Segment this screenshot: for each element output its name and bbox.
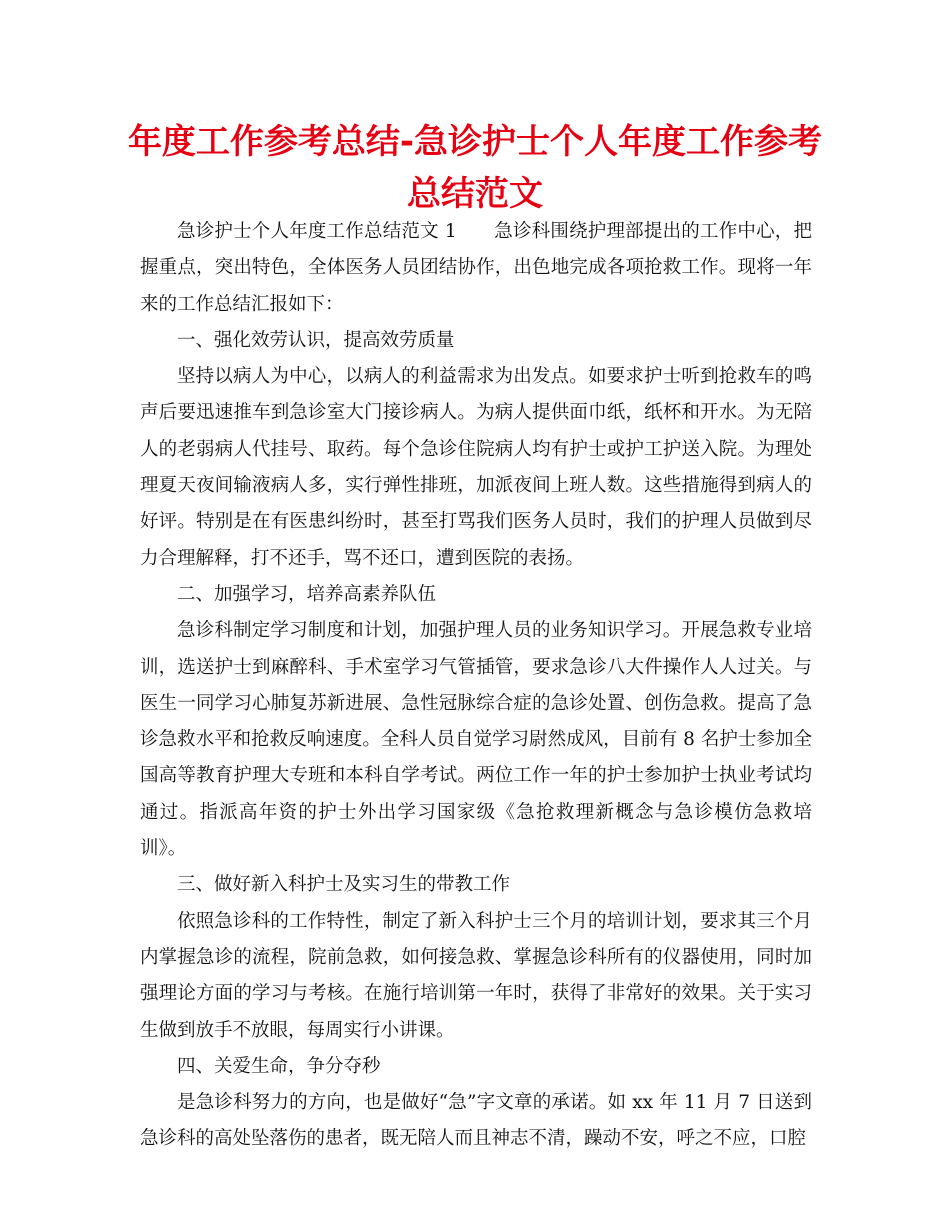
document-title: 年度工作参考总结-急诊护士个人年度工作参考总结范文 (127, 122, 823, 214)
section-heading-1: 一、强化效劳认识，提高效劳质量 (177, 329, 455, 351)
section-heading-2: 二、加强学习，培养高素养队伍 (177, 583, 437, 605)
intro-paragraph: 急诊护士个人年度工作总结范文 1 急诊科围绕护理部提出的工作中心，把握重点，突出特色，全体医务人员团结协作，出色地完成各项抢救工作。现将一年来的工作总结汇报如下： (140, 221, 812, 315)
section-paragraph-3: 依照急诊科的工作特性，制定了新入科护士三个月的培训计划，要求其三个月内掌握急诊的流程，院前急救，如何接急救、掌握急诊科所有的仪器使用，同时加强理论方面的学习与考核。在施行培训第一年时，获得了非常好的效果。关于实习生做到放手不放眼，每周实行小讲课。 (140, 910, 812, 1041)
section-paragraph-1: 坚持以病人为中心，以病人的利益需求为出发点。如要求护士听到抢救车的鸣声后要迅速推车到急诊室大门接诊病人。为病人提供面巾纸，纸杯和开水。为无陪人的老弱病人代挂号、取药。每个急诊住院病人均有护士或护工护送入院。为理处理夏天夜间输液病人多，实行弹性排班，加派夜间上班人数。这些措施得到病人的好评。特别是在有医患纠纷时，甚至打骂我们医务人员时，我们的护理人员做到尽力合理解释，打不还手，骂不还口，遭到医院的表扬。 (140, 366, 812, 569)
section-heading-3: 三、做好新入科护士及实习生的带教工作 (177, 874, 511, 896)
section-paragraph-2: 急诊科制定学习制度和计划，加强护理人员的业务知识学习。开展急救专业培训，选送护士到麻醉科、手术室学习气管插管，要求急诊八大件操作人人过关。与医生一同学习心肺复苏新进展、急性冠脉综合症的急诊处置、创伤急救。提高了急诊急救水平和抢救反响速度。全科人员自觉学习尉然成风，目前有 8 名护士参加全国高等教育护理大专班和本科自学考试。两位工作一年的护士参加护士执业考试均通过。指派高年资的护士外出学习国家级《急抢救理新概念与急诊模仿急救培训》。 (140, 620, 812, 860)
document-body (140, 214, 812, 1158)
section-heading-4: 四、关爱生命，争分夺秒 (177, 1055, 381, 1077)
section-paragraph-4: 是急诊科努力的方向，也是做好“急”字文章的承诺。如 xx 年 11 月 7 日送到急诊科的高处坠落伤的患者，既无陪人而且神志不清，躁动不安，呼之不应，口腔 (140, 1092, 812, 1150)
